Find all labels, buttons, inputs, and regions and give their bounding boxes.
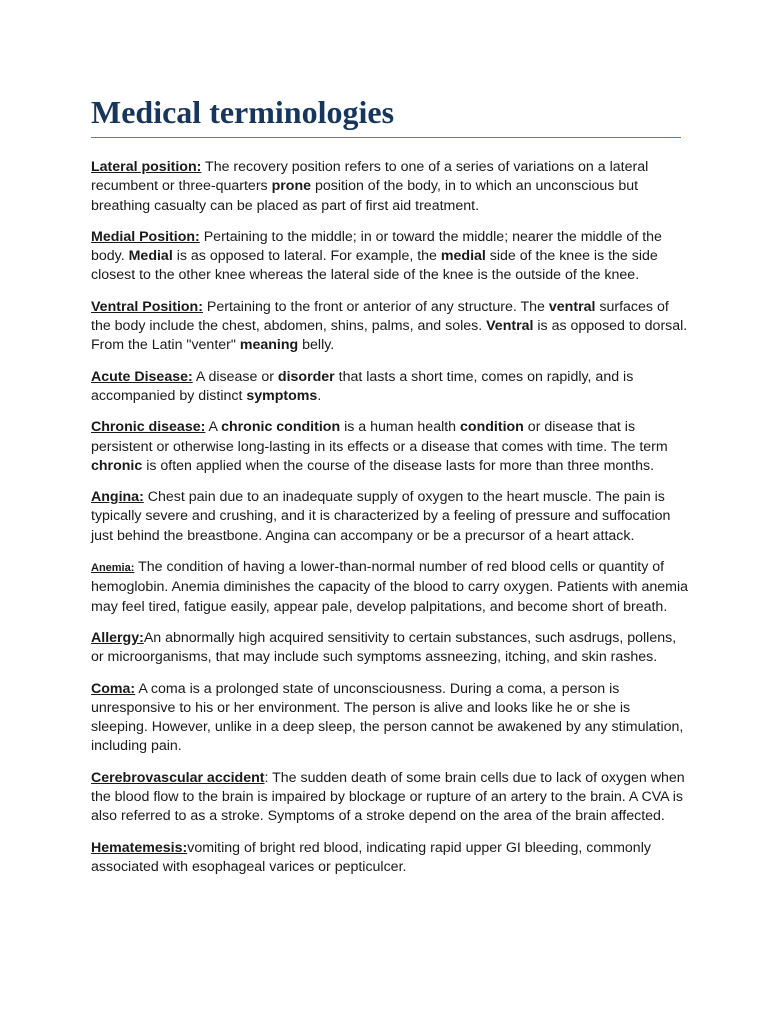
page-title: Medical terminologies bbox=[91, 94, 395, 130]
definition-text: is as opposed to dorsal. From the Latin "venter" bbox=[91, 318, 688, 354]
definition-text: Pertaining to the middle; in or toward the middle; nearer the middle of the body. bbox=[91, 228, 662, 265]
term-entry bbox=[91, 368, 689, 407]
definition-text: The condition of having a lower-than-normal number of red blood cells or quantity of hemoglobin. Anemia diminishes the capacity of the blood to carry oxygen. Patients with anemia may feel tired, fatigue easily, appear pale, develop palpitations, and become short of breath. bbox=[91, 559, 688, 615]
bold-keyword: Ventral bbox=[486, 318, 534, 335]
term-entry bbox=[91, 418, 689, 476]
term-entry bbox=[91, 158, 689, 216]
title-divider bbox=[91, 137, 681, 138]
bold-keyword: condition bbox=[460, 419, 524, 436]
term-label: Allergy: bbox=[91, 629, 144, 646]
bold-keyword: meaning bbox=[239, 337, 299, 354]
bold-keyword: Medial bbox=[128, 248, 173, 265]
term-label: Acute Disease: bbox=[91, 368, 193, 385]
term-label: Anemia: bbox=[91, 562, 135, 575]
definition-text: . bbox=[317, 387, 322, 404]
bold-keyword: chronic bbox=[91, 457, 143, 474]
bold-keyword: ventral bbox=[548, 298, 596, 315]
term-label: Medial Position: bbox=[91, 228, 200, 245]
definition-text: The recovery position refers to one of a series of variations on a lateral recumbent or three-quarters bbox=[91, 159, 649, 195]
term-label: Cerebrovascular accident bbox=[91, 769, 265, 786]
term-entry bbox=[91, 558, 689, 617]
definition-text: : The sudden death of some brain cells due to lack of oxygen when the blood flow to the brain is impaired by blockage or rupture of an artery to the brain. A CVA is also referred to as a stroke. Symptoms of a stroke depend on the area of the brain affected. bbox=[91, 769, 685, 825]
term-entry bbox=[91, 680, 689, 757]
definition-text: A disease or bbox=[192, 368, 278, 385]
definition-text: is often applied when the course of the disease lasts for more than three months. bbox=[142, 457, 655, 474]
term-label: Coma: bbox=[91, 680, 136, 697]
definition-text: is as opposed to lateral. For example, the bbox=[172, 248, 441, 265]
definition-text: vomiting of bright red blood, indicating rapid upper GI bleeding, commonly associated with esophageal varices or pepticulcer. bbox=[91, 839, 651, 875]
term-label: Angina: bbox=[91, 489, 144, 506]
term-entry bbox=[91, 769, 689, 827]
term-entry bbox=[91, 839, 689, 878]
term-label: Lateral position: bbox=[91, 159, 202, 175]
term-entry bbox=[91, 298, 689, 356]
definition-text: Chest pain due to an inadequate supply of oxygen to the heart muscle. The pain is typically severe and crushing, and it is characterized by a feeling of pressure and suffocation just behind the breastbone. Angina can accompany or be a precursor of a heart attack. bbox=[91, 489, 671, 544]
definition-text: that lasts a short time, comes on rapidly, and is accompanied by distinct bbox=[91, 368, 634, 404]
bold-keyword: chronic condition bbox=[221, 419, 341, 436]
definition-text: or disease that is persistent or otherwise long-lasting in its effects or a disease that comes with time. The term bbox=[91, 419, 668, 455]
term-entry bbox=[91, 629, 689, 668]
definition-text: A bbox=[205, 419, 222, 436]
term-label: Hematemesis: bbox=[91, 839, 188, 856]
bold-keyword: symptoms bbox=[246, 387, 318, 404]
term-entry bbox=[91, 488, 689, 546]
definition-text: position of the body, in to which an unconscious but breathing casualty can be placed as part of first aid treatment. bbox=[91, 178, 639, 214]
terminology-list bbox=[91, 158, 689, 889]
term-entry bbox=[91, 228, 689, 286]
definition-text: An abnormally high acquired sensitivity to certain substances, such asdrugs, pollens, or microorganisms, that may include such symptoms assneezing, itching, and skin rashes. bbox=[91, 629, 677, 666]
term-label: Chronic disease: bbox=[91, 419, 206, 436]
definition-text: surfaces of the body include the chest, abdomen, shins, palms, and soles. bbox=[91, 298, 669, 335]
bold-keyword: disorder bbox=[277, 368, 335, 385]
bold-keyword: prone bbox=[271, 178, 312, 195]
definition-text: belly. bbox=[298, 337, 335, 354]
definition-text: Pertaining to the front or anterior of any structure. The bbox=[202, 298, 549, 315]
definition-text: is a human health bbox=[340, 419, 461, 436]
definition-text: side of the knee is the side closest to the other knee whereas the lateral side of the knee is the outside of the knee. bbox=[91, 248, 658, 284]
term-label: Ventral Position: bbox=[91, 298, 203, 315]
definition-text: A coma is a prolonged state of unconsciousness. During a coma, a person is unresponsive to his or her environment. The person is alive and looks like he or she is sleeping. However, unlike in a deep sleep, the person cannot be awakened by any stimulation, including pain. bbox=[91, 680, 684, 755]
bold-keyword: medial bbox=[440, 248, 486, 265]
